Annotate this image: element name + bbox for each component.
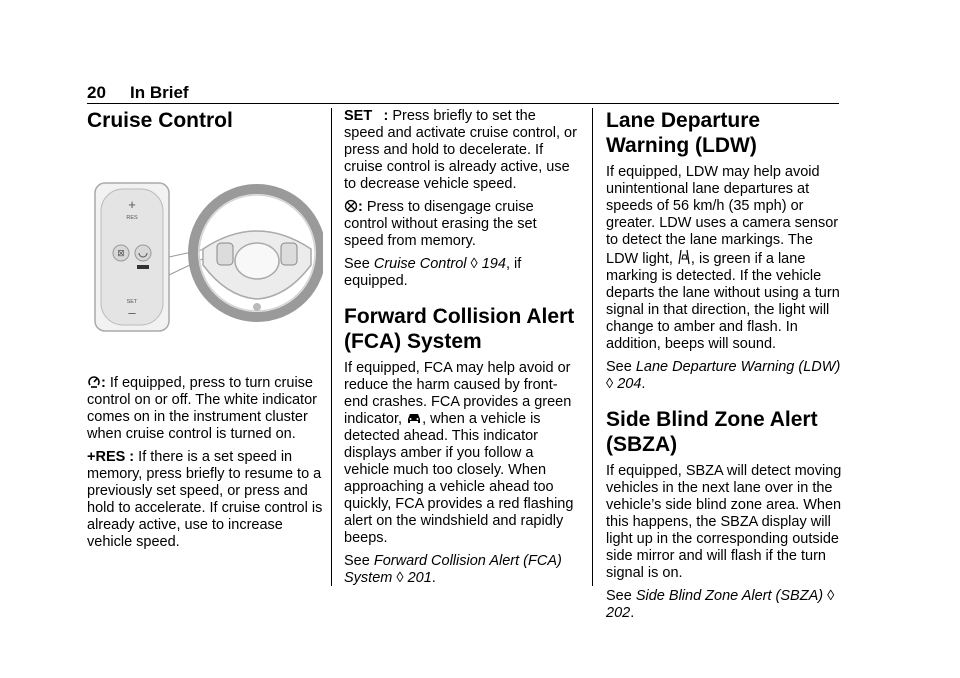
link-sbza[interactable]: Side Blind Zone Alert (SBZA) [635, 588, 824, 604]
link-cruise-control[interactable]: Cruise Control [373, 256, 467, 272]
paragraph-fca: If equipped, FCA may help avoid or reduce the harm caused by front-end crashes. FCA provides a green indicator, , when a vehicle is detected ahead. This indicator displays amber if you follow a vehicle much too closely. When approaching a vehicle ahead too quickly, FCA provides a red flashing alert on the windshield and rapidly beeps. [344, 360, 574, 546]
see-reference-sbza: See Side Blind Zone Alert (SBZA) ◊ 202. [606, 588, 835, 621]
paragraph-set: SET : Press briefly to set the speed and activate cruise control, or press and hold to decelerate. If cruise control is already active, use to decrease vehicle speed. [344, 108, 577, 192]
page-ref-icon: ◊ [823, 588, 835, 604]
link-ldw[interactable]: Lane Departure Warning (LDW) [635, 359, 841, 375]
cancel-glyph: ⊠ [117, 248, 125, 258]
label-set: SET [126, 299, 138, 305]
section-title: In Brief [130, 83, 189, 102]
horn-pad [235, 243, 279, 279]
link-fca[interactable]: Forward Collision Alert (FCA) System [344, 553, 562, 586]
cruise-button [135, 245, 151, 261]
steering-wheel-illustration [87, 161, 323, 357]
page-ref-icon: ◊ [392, 570, 404, 586]
heading-ldw: Lane Departure Warning (LDW) [606, 109, 761, 157]
column-right [606, 108, 842, 628]
right-controls [281, 243, 297, 265]
cancel-icon [344, 199, 358, 213]
column-divider [592, 108, 593, 586]
see-reference-cruise: See Cruise Control ◊ 194, if equipped. [344, 256, 522, 289]
column-left [87, 108, 323, 557]
minus-glyph: – [128, 305, 136, 320]
see-reference-fca: See Forward Collision Alert (FCA) System ◊ 201. [344, 553, 562, 586]
page-ref-icon: ◊ [606, 376, 614, 392]
paragraph-cancel: : Press to disengage cruise control without erasing the set speed from memory. [344, 199, 537, 249]
page-number: 20 [87, 83, 106, 102]
label-res: RES [126, 215, 138, 221]
see-reference-ldw: See Lane Departure Warning (LDW) ◊ 204. [606, 359, 841, 392]
minus-bar [137, 265, 149, 269]
paragraph-sbza: If equipped, SBZA will detect moving vehicles in the next lane over in the vehicle’s side blind zone area. When this happens, the SBZA display will light up in the corresponding outside side mirror and will flash if the turn signal is on. [606, 463, 842, 581]
plus-glyph: + [128, 197, 136, 212]
paragraph-res: +RES : If there is a set speed in memory, press briefly to resume to a previously set speed, or press and hold to accelerate. If cruise control is already active, use to increase vehicle speed. [87, 449, 323, 550]
page-header [87, 83, 839, 104]
vehicle-ahead-icon [406, 411, 422, 425]
left-controls [217, 243, 233, 265]
heading-fca: Forward Collision Alert (FCA) System [344, 305, 575, 353]
column-divider [331, 108, 332, 586]
cruise-control-icon [87, 375, 101, 389]
heading-cruise-control: Cruise Control [87, 109, 233, 132]
heading-sbza: Side Blind Zone Alert (SBZA) [606, 408, 818, 456]
page-ref-icon: ◊ [466, 256, 478, 272]
lane-departure-icon [677, 249, 691, 265]
column-middle [344, 108, 579, 593]
paragraph-cruise-onoff: : If equipped, press to turn cruise control on or off. The white indicator comes on in the instrument cluster when cruise control is turned on. [87, 375, 317, 442]
paragraph-ldw: If equipped, LDW may help avoid unintentional lane departures at speeds of 56 km/h (35 mph) or greater. LDW uses a camera sensor to detect the lane markings. The LDW light, , is green if a lane marking is detected. If the vehicle departs the lane without using a turn signal in that direction, the light will change to amber and flash. In addition, beeps will sound. [606, 164, 840, 352]
